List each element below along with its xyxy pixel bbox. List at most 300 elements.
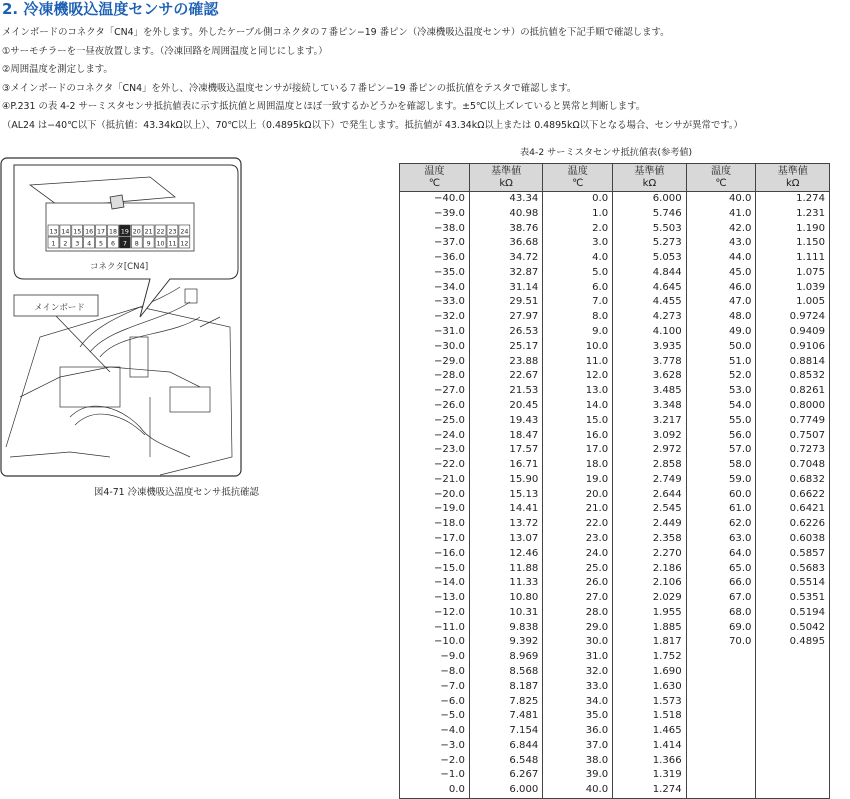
temperature-cell: 68.0 <box>686 606 756 621</box>
table-row <box>400 517 830 532</box>
intro-text: メインボードのコネクタ「CN4」を外します。外したケーブル側コネクタの７番ピン−19 番ピン（冷凍機吸込温度センサ）の抵抗値を下記手順で確認します。 <box>2 27 670 38</box>
temperature-cell: 32.0 <box>543 665 613 680</box>
reference-value-cell: 1.274 <box>756 192 830 207</box>
table-row <box>400 266 830 281</box>
pin-24-label: 24 <box>180 228 189 236</box>
temperature-cell: −9.0 <box>400 650 470 665</box>
reference-value-cell: 9.838 <box>469 621 542 636</box>
thermistor-resistance-table <box>399 163 830 799</box>
reference-value-cell: 0.5683 <box>756 562 830 577</box>
temperature-cell: −23.0 <box>400 443 470 458</box>
temperature-cell: −14.0 <box>400 576 470 591</box>
table-row <box>400 369 830 384</box>
temperature-cell: 18.0 <box>543 458 613 473</box>
reference-value-cell: 11.88 <box>469 562 542 577</box>
table-row <box>400 443 830 458</box>
temperature-cell: −26.0 <box>400 399 470 414</box>
temperature-cell: −25.0 <box>400 414 470 429</box>
temperature-cell: −20.0 <box>400 488 470 503</box>
reference-value-cell: 7.154 <box>469 724 542 739</box>
temperature-cell: 5.0 <box>543 266 613 281</box>
table-row <box>400 709 830 724</box>
reference-value-cell: 3.778 <box>613 355 686 370</box>
reference-value-cell: 6.000 <box>469 783 542 798</box>
reference-value-cell: 4.645 <box>613 281 686 296</box>
temperature-cell: 59.0 <box>686 473 756 488</box>
temperature-cell: 14.0 <box>543 399 613 414</box>
reference-value-cell: 3.217 <box>613 414 686 429</box>
pin-22-label: 22 <box>156 228 165 236</box>
reference-value-cell: 10.80 <box>469 591 542 606</box>
reference-value-cell: 5.053 <box>613 251 686 266</box>
empty-cell <box>686 724 756 739</box>
temperature-cell: −30.0 <box>400 340 470 355</box>
temperature-cell: −17.0 <box>400 532 470 547</box>
reference-value-cell: 4.100 <box>613 325 686 340</box>
temperature-cell: 24.0 <box>543 547 613 562</box>
temperature-cell: −29.0 <box>400 355 470 370</box>
reference-value-cell: 32.87 <box>469 266 542 281</box>
reference-value-cell: 1.039 <box>756 281 830 296</box>
reference-value-cell: 7.825 <box>469 695 542 710</box>
table-row <box>400 621 830 636</box>
pin-1-label: 1 <box>51 240 56 248</box>
temperature-cell: 44.0 <box>686 251 756 266</box>
reference-value-cell: 2.186 <box>613 562 686 577</box>
temperature-cell: 39.0 <box>543 768 613 783</box>
temperature-cell: −18.0 <box>400 517 470 532</box>
temperature-cell: 36.0 <box>543 724 613 739</box>
temperature-cell: 10.0 <box>543 340 613 355</box>
temperature-cell: 60.0 <box>686 488 756 503</box>
reference-value-cell: 1.955 <box>613 606 686 621</box>
pin-2-label: 2 <box>63 240 68 248</box>
temperature-cell: −8.0 <box>400 665 470 680</box>
reference-value-cell: 1.075 <box>756 266 830 281</box>
table-row <box>400 562 830 577</box>
reference-value-cell: 0.8261 <box>756 384 830 399</box>
temperature-cell: 2.0 <box>543 222 613 237</box>
reference-value-cell: 1.630 <box>613 680 686 695</box>
reference-value-cell: 13.07 <box>469 532 542 547</box>
temperature-cell: 53.0 <box>686 384 756 399</box>
pin-21-label: 21 <box>144 228 153 236</box>
temperature-cell: 50.0 <box>686 340 756 355</box>
temperature-cell: −37.0 <box>400 236 470 251</box>
temperature-cell: 37.0 <box>543 739 613 754</box>
reference-value-cell: 31.14 <box>469 281 542 296</box>
table-row <box>400 399 830 414</box>
reference-value-cell: 1.190 <box>756 222 830 237</box>
reference-value-cell: 0.5857 <box>756 547 830 562</box>
pin-20-label: 20 <box>132 228 141 236</box>
empty-cell <box>756 754 830 769</box>
table-row <box>400 680 830 695</box>
step-1: ①サーモチラーを一昼夜放置します。（冷凍回路を周囲温度と同じにします。） <box>2 45 328 57</box>
temperature-cell: 62.0 <box>686 517 756 532</box>
step-4: ④P.231 の表 4-2 サーミスタセンサ抵抗値表に示す抵抗値と周囲温度とほぼ一致するかどうかを確認します。±5℃以上ズレていると異常と判断します。 <box>2 101 646 113</box>
reference-value-cell: 0.9106 <box>756 340 830 355</box>
empty-cell <box>756 650 830 665</box>
temperature-cell: 16.0 <box>543 429 613 444</box>
reference-value-cell: 21.53 <box>469 384 542 399</box>
temperature-cell: 22.0 <box>543 517 613 532</box>
reference-value-cell: 2.358 <box>613 532 686 547</box>
sensor-figure <box>0 157 242 478</box>
temperature-cell: −3.0 <box>400 739 470 754</box>
temperature-cell: 57.0 <box>686 443 756 458</box>
temperature-cell: 20.0 <box>543 488 613 503</box>
temperature-cell: −27.0 <box>400 384 470 399</box>
table-row <box>400 325 830 340</box>
reference-value-cell: 0.8532 <box>756 369 830 384</box>
reference-value-cell: 1.111 <box>756 251 830 266</box>
temperature-cell: 65.0 <box>686 562 756 577</box>
pin-19-label: 19 <box>120 228 129 236</box>
reference-value-cell: 15.90 <box>469 473 542 488</box>
table-row <box>400 236 830 251</box>
reference-value-cell: 0.6421 <box>756 502 830 517</box>
reference-value-cell: 14.41 <box>469 502 542 517</box>
temperature-cell: 43.0 <box>686 236 756 251</box>
reference-value-cell: 1.319 <box>613 768 686 783</box>
table-row <box>400 251 830 266</box>
empty-cell <box>686 709 756 724</box>
table-row <box>400 665 830 680</box>
reference-value-cell: 2.449 <box>613 517 686 532</box>
table-row <box>400 488 830 503</box>
temperature-cell: 31.0 <box>543 650 613 665</box>
temperature-cell: 47.0 <box>686 295 756 310</box>
temperature-cell: 3.0 <box>543 236 613 251</box>
pin-3-label: 3 <box>75 240 80 248</box>
temperature-cell: 6.0 <box>543 281 613 296</box>
temperature-cell: −38.0 <box>400 222 470 237</box>
empty-cell <box>756 783 830 798</box>
temperature-cell: −24.0 <box>400 429 470 444</box>
empty-cell <box>756 739 830 754</box>
pin-10-label: 10 <box>156 240 165 248</box>
reference-value-cell: 0.9409 <box>756 325 830 340</box>
procedure-text <box>2 24 850 136</box>
reference-value-cell: 4.455 <box>613 295 686 310</box>
temperature-cell: 63.0 <box>686 532 756 547</box>
figure-caption: 図4-71 冷凍機吸込温度センサ抵抗確認 <box>94 487 259 498</box>
temperature-cell: −7.0 <box>400 680 470 695</box>
table-row <box>400 192 830 207</box>
reference-value-cell: 15.13 <box>469 488 542 503</box>
temperature-cell: 23.0 <box>543 532 613 547</box>
reference-value-cell: 0.6226 <box>756 517 830 532</box>
reference-value-cell: 5.273 <box>613 236 686 251</box>
reference-value-cell: 1.231 <box>756 207 830 222</box>
temperature-cell: −2.0 <box>400 754 470 769</box>
reference-value-cell: 13.72 <box>469 517 542 532</box>
section-title: 2. 冷凍機吸込温度センサの確認 <box>2 0 219 18</box>
table-row <box>400 532 830 547</box>
temperature-cell: 17.0 <box>543 443 613 458</box>
temperature-cell: 19.0 <box>543 473 613 488</box>
header-temp-1: 温度 ℃ <box>400 164 470 192</box>
empty-cell <box>756 724 830 739</box>
connector-label: コネクタ[CN4] <box>90 262 149 272</box>
temperature-cell: −36.0 <box>400 251 470 266</box>
temperature-cell: 54.0 <box>686 399 756 414</box>
pin-12-label: 12 <box>180 240 189 248</box>
table-row <box>400 310 830 325</box>
temperature-cell: 1.0 <box>543 207 613 222</box>
reference-value-cell: 4.844 <box>613 266 686 281</box>
reference-value-cell: 36.68 <box>469 236 542 251</box>
temperature-cell: −33.0 <box>400 295 470 310</box>
reference-value-cell: 2.029 <box>613 591 686 606</box>
pin-16-label: 16 <box>85 228 94 236</box>
table-row <box>400 222 830 237</box>
temperature-cell: 38.0 <box>543 754 613 769</box>
temperature-cell: 28.0 <box>543 606 613 621</box>
reference-value-cell: 2.749 <box>613 473 686 488</box>
temperature-cell: 26.0 <box>543 576 613 591</box>
reference-value-cell: 0.6832 <box>756 473 830 488</box>
empty-cell <box>686 783 756 798</box>
temperature-cell: −35.0 <box>400 266 470 281</box>
reference-value-cell: 1.465 <box>613 724 686 739</box>
reference-value-cell: 2.270 <box>613 547 686 562</box>
reference-value-cell: 8.969 <box>469 650 542 665</box>
table-caption: 表4-2 サーミスタセンサ抵抗値表(参考値) <box>520 147 693 158</box>
table-row <box>400 340 830 355</box>
temperature-cell: 9.0 <box>543 325 613 340</box>
temperature-cell: 58.0 <box>686 458 756 473</box>
temperature-cell: 64.0 <box>686 547 756 562</box>
reference-value-cell: 34.72 <box>469 251 542 266</box>
temperature-cell: 0.0 <box>400 783 470 798</box>
table-row <box>400 281 830 296</box>
temperature-cell: −4.0 <box>400 724 470 739</box>
reference-value-cell: 2.545 <box>613 502 686 517</box>
reference-value-cell: 0.7273 <box>756 443 830 458</box>
temperature-cell: −1.0 <box>400 768 470 783</box>
reference-value-cell: 0.8000 <box>756 399 830 414</box>
temperature-cell: −34.0 <box>400 281 470 296</box>
reference-value-cell: 3.092 <box>613 429 686 444</box>
reference-value-cell: 9.392 <box>469 635 542 650</box>
table-row <box>400 576 830 591</box>
temperature-cell: −31.0 <box>400 325 470 340</box>
pin-7-label: 7 <box>122 240 127 248</box>
reference-value-cell: 2.106 <box>613 576 686 591</box>
pin-14-label: 14 <box>61 228 70 236</box>
table-row <box>400 606 830 621</box>
reference-value-cell: 29.51 <box>469 295 542 310</box>
table-row <box>400 414 830 429</box>
temperature-cell: 41.0 <box>686 207 756 222</box>
temperature-cell: −19.0 <box>400 502 470 517</box>
temperature-cell: 0.0 <box>543 192 613 207</box>
temperature-cell: 12.0 <box>543 369 613 384</box>
reference-value-cell: 0.5351 <box>756 591 830 606</box>
pin-17-label: 17 <box>97 228 106 236</box>
reference-value-cell: 0.7507 <box>756 429 830 444</box>
temperature-cell: −21.0 <box>400 473 470 488</box>
temperature-cell: 52.0 <box>686 369 756 384</box>
reference-value-cell: 5.746 <box>613 207 686 222</box>
temperature-cell: 15.0 <box>543 414 613 429</box>
reference-value-cell: 1.817 <box>613 635 686 650</box>
table-row <box>400 502 830 517</box>
temperature-cell: 48.0 <box>686 310 756 325</box>
temperature-cell: 40.0 <box>686 192 756 207</box>
temperature-cell: 8.0 <box>543 310 613 325</box>
reference-value-cell: 2.644 <box>613 488 686 503</box>
table-row <box>400 207 830 222</box>
reference-value-cell: 1.752 <box>613 650 686 665</box>
reference-value-cell: 3.935 <box>613 340 686 355</box>
reference-value-cell: 1.150 <box>756 236 830 251</box>
temperature-cell: 66.0 <box>686 576 756 591</box>
table-row <box>400 429 830 444</box>
reference-value-cell: 26.53 <box>469 325 542 340</box>
temperature-cell: 45.0 <box>686 266 756 281</box>
reference-value-cell: 2.972 <box>613 443 686 458</box>
reference-value-cell: 20.45 <box>469 399 542 414</box>
temperature-cell: 4.0 <box>543 251 613 266</box>
empty-cell <box>756 665 830 680</box>
reference-value-cell: 16.71 <box>469 458 542 473</box>
empty-cell <box>756 695 830 710</box>
empty-cell <box>686 754 756 769</box>
reference-value-cell: 11.33 <box>469 576 542 591</box>
reference-value-cell: 6.844 <box>469 739 542 754</box>
temperature-cell: −13.0 <box>400 591 470 606</box>
empty-cell <box>686 739 756 754</box>
temperature-cell: −22.0 <box>400 458 470 473</box>
table-row <box>400 458 830 473</box>
reference-value-cell: 40.98 <box>469 207 542 222</box>
table-row <box>400 591 830 606</box>
reference-value-cell: 6.000 <box>613 192 686 207</box>
step-note: （AL24 は−40℃以下（抵抗値：43.34kΩ以上）、70℃以上（0.4895kΩ以下）で発生します。抵抗値が 43.34kΩ以上または 0.4895kΩ以下となる場合、センサが異常です。） <box>2 119 743 131</box>
board-label: メインボード <box>34 303 85 313</box>
temperature-cell: 40.0 <box>543 783 613 798</box>
reference-value-cell: 1.005 <box>756 295 830 310</box>
temperature-cell: −32.0 <box>400 310 470 325</box>
reference-value-cell: 1.274 <box>613 783 686 798</box>
header-ref-1: 基準値 kΩ <box>469 164 542 192</box>
reference-value-cell: 0.6038 <box>756 532 830 547</box>
reference-value-cell: 27.97 <box>469 310 542 325</box>
empty-cell <box>686 695 756 710</box>
temperature-cell: 35.0 <box>543 709 613 724</box>
table-row <box>400 754 830 769</box>
table-row <box>400 547 830 562</box>
temperature-cell: −6.0 <box>400 695 470 710</box>
header-temp-2: 温度 ℃ <box>543 164 613 192</box>
temperature-cell: 70.0 <box>686 635 756 650</box>
empty-cell <box>686 680 756 695</box>
temperature-cell: 30.0 <box>543 635 613 650</box>
temperature-cell: −15.0 <box>400 562 470 577</box>
table-row <box>400 473 830 488</box>
reference-value-cell: 17.57 <box>469 443 542 458</box>
temperature-cell: 51.0 <box>686 355 756 370</box>
temperature-cell: 11.0 <box>543 355 613 370</box>
reference-value-cell: 1.414 <box>613 739 686 754</box>
pin-11-label: 11 <box>168 240 177 248</box>
header-ref-2: 基準値 kΩ <box>613 164 686 192</box>
pin-23-label: 23 <box>168 228 177 236</box>
temperature-cell: 13.0 <box>543 384 613 399</box>
reference-value-cell: 19.43 <box>469 414 542 429</box>
pin-4-label: 4 <box>87 240 92 248</box>
temperature-cell: 27.0 <box>543 591 613 606</box>
pin-6-label: 6 <box>110 240 115 248</box>
pin-15-label: 15 <box>73 228 82 236</box>
header-temp-3: 温度 ℃ <box>686 164 756 192</box>
temperature-cell: −40.0 <box>400 192 470 207</box>
temperature-cell: 42.0 <box>686 222 756 237</box>
reference-value-cell: 18.47 <box>469 429 542 444</box>
reference-value-cell: 0.5194 <box>756 606 830 621</box>
table-row <box>400 635 830 650</box>
temperature-cell: 25.0 <box>543 562 613 577</box>
temperature-cell: 69.0 <box>686 621 756 636</box>
reference-value-cell: 0.9724 <box>756 310 830 325</box>
pin-18-label: 18 <box>108 228 117 236</box>
reference-value-cell: 25.17 <box>469 340 542 355</box>
table-row <box>400 739 830 754</box>
reference-value-cell: 0.7749 <box>756 414 830 429</box>
temperature-cell: 61.0 <box>686 502 756 517</box>
temperature-cell: 67.0 <box>686 591 756 606</box>
reference-value-cell: 23.88 <box>469 355 542 370</box>
temperature-cell: −39.0 <box>400 207 470 222</box>
temperature-cell: 56.0 <box>686 429 756 444</box>
table-row <box>400 783 830 798</box>
reference-value-cell: 2.858 <box>613 458 686 473</box>
temperature-cell: −10.0 <box>400 635 470 650</box>
reference-value-cell: 22.67 <box>469 369 542 384</box>
temperature-cell: −5.0 <box>400 709 470 724</box>
pin-5-label: 5 <box>99 240 104 248</box>
pin-13-label: 13 <box>49 228 58 236</box>
reference-value-cell: 6.548 <box>469 754 542 769</box>
reference-value-cell: 0.8814 <box>756 355 830 370</box>
reference-value-cell: 8.187 <box>469 680 542 695</box>
table-row <box>400 650 830 665</box>
reference-value-cell: 8.568 <box>469 665 542 680</box>
reference-value-cell: 1.366 <box>613 754 686 769</box>
reference-value-cell: 0.6622 <box>756 488 830 503</box>
table-row <box>400 295 830 310</box>
empty-cell <box>756 709 830 724</box>
temperature-cell: 29.0 <box>543 621 613 636</box>
empty-cell <box>756 680 830 695</box>
reference-value-cell: 3.485 <box>613 384 686 399</box>
reference-value-cell: 1.573 <box>613 695 686 710</box>
reference-value-cell: 10.31 <box>469 606 542 621</box>
reference-value-cell: 43.34 <box>469 192 542 207</box>
reference-value-cell: 5.503 <box>613 222 686 237</box>
table-row <box>400 384 830 399</box>
reference-value-cell: 0.4895 <box>756 635 830 650</box>
reference-value-cell: 3.628 <box>613 369 686 384</box>
reference-value-cell: 38.76 <box>469 222 542 237</box>
header-ref-3: 基準値 kΩ <box>756 164 830 192</box>
temperature-cell: 46.0 <box>686 281 756 296</box>
reference-value-cell: 12.46 <box>469 547 542 562</box>
reference-value-cell: 1.518 <box>613 709 686 724</box>
